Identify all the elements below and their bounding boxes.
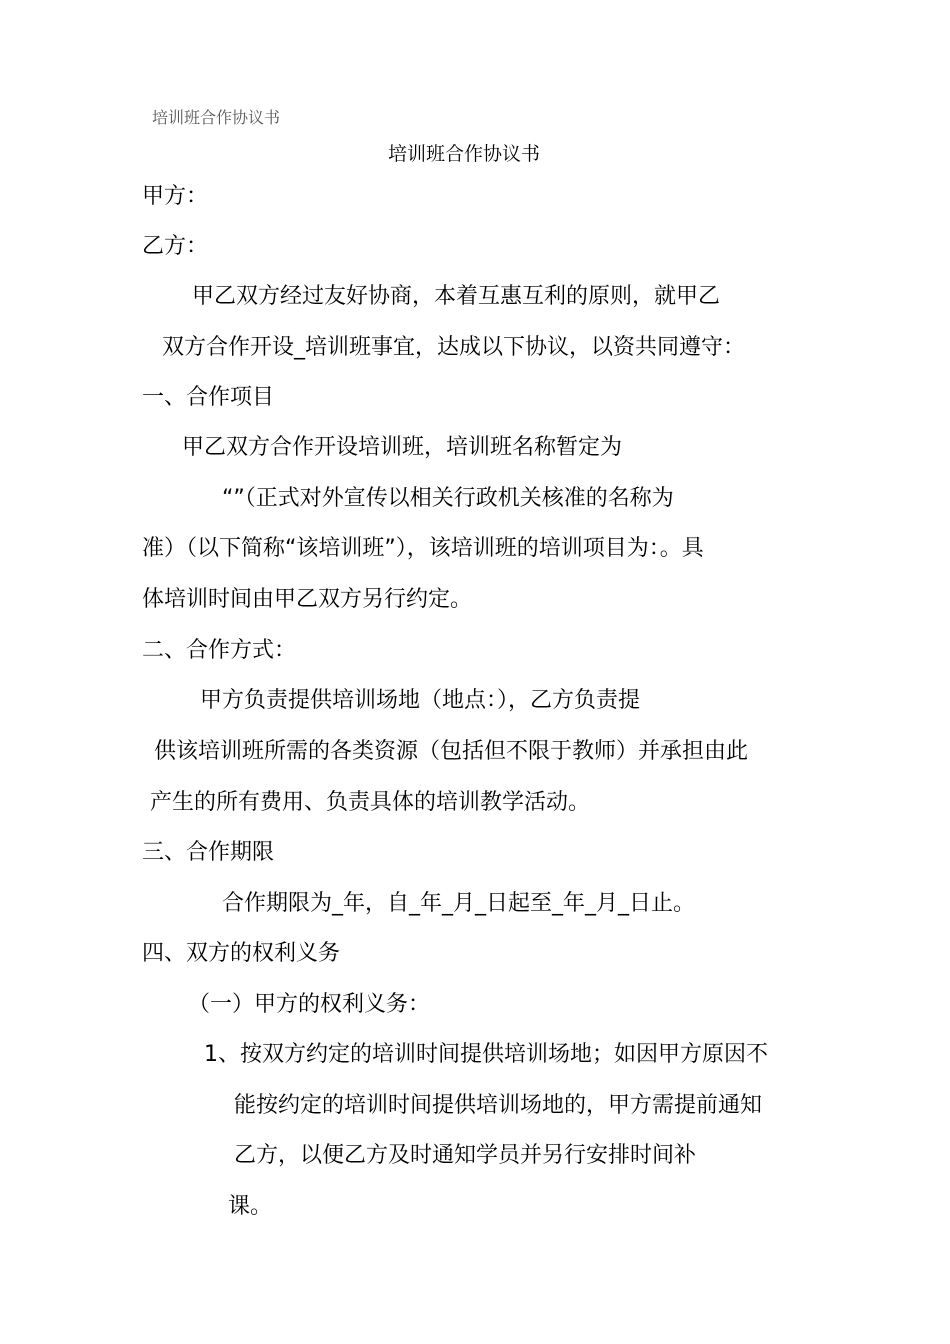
preamble-line: 甲乙双方经过友好协商，本着互惠互利的原则，就甲乙 (192, 284, 721, 309)
preamble-line: 双方合作开设_培训班事宜，达成以下协议，以资共同遵守： (162, 335, 746, 360)
list-item-line: 1、按双方约定的培训时间提供培训场地；如因甲方原因不 (204, 1042, 768, 1067)
document-title: 培训班合作协议书 (388, 143, 541, 165)
paragraph-line: 合作期限为_年，自_年_月_日起至_年_月_日止。 (222, 891, 696, 916)
section-heading-cooperation-method: 二、合作方式： (142, 638, 297, 663)
section-heading-rights-obligations: 四、双方的权利义务 (142, 941, 341, 966)
section-heading-cooperation-term: 三、合作期限 (142, 840, 275, 865)
paragraph-line: 产生的所有费用、负责具体的培训教学活动。 (150, 790, 591, 815)
paragraph-line: 体培训时间由甲乙双方另行约定。 (142, 587, 473, 612)
party-b-label: 乙方： (142, 234, 209, 259)
running-header: 培训班合作协议书 (152, 108, 281, 127)
paragraph-line: “”（正式对外宣传以相关行政机关核准的名称为 (222, 486, 674, 511)
paragraph-line: 供该培训班所需的各类资源（包括但不限于教师）并承担由此 (154, 739, 749, 764)
list-item-line: 能按约定的培训时间提供培训场地的，甲方需提前通知 (234, 1093, 763, 1118)
party-a-label: 甲方： (142, 184, 209, 209)
paragraph-line: 甲方负责提供培训场地（地点：），乙方负责提 (200, 688, 641, 713)
paragraph-line: 甲乙双方合作开设培训班，培训班名称暂定为 (182, 435, 623, 460)
list-item-line: 乙方，以便乙方及时通知学员并另行安排时间补 (234, 1143, 697, 1168)
paragraph-line: 准）（以下简称“该培训班”），该培训班的培训项目为：。具 (142, 536, 704, 561)
list-item-line: 课。 (228, 1194, 273, 1219)
section-heading-cooperation-project: 一、合作项目 (142, 385, 275, 410)
subsection-heading-party-a: （一）甲方的权利义务： (188, 992, 431, 1017)
